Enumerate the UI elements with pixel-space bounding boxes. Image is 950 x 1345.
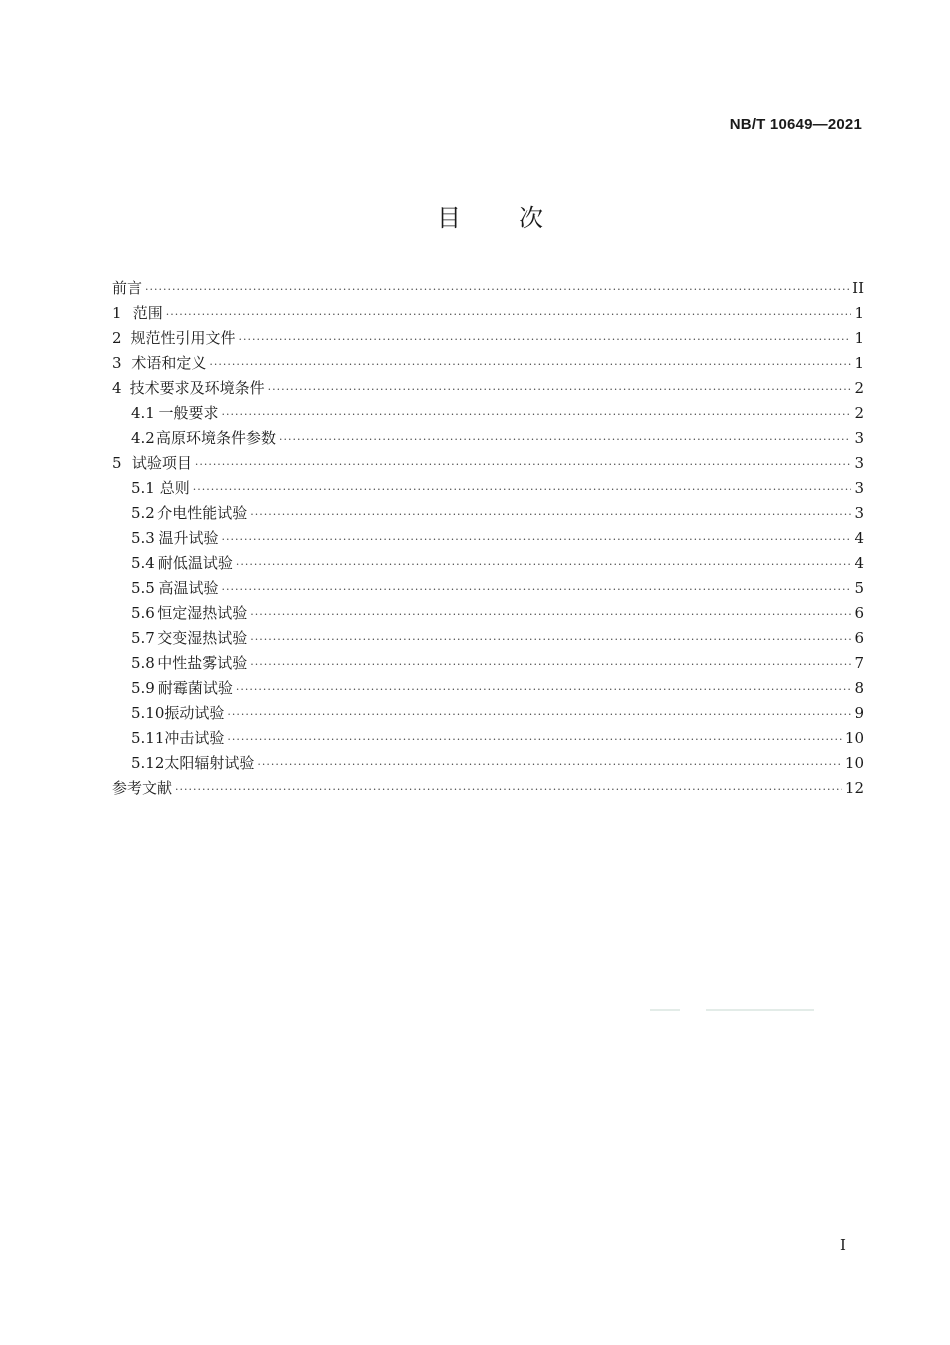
- toc-entry[interactable]: [112, 476, 864, 501]
- toc-leader-dots: [250, 602, 851, 627]
- toc-entry-label: 试验项目: [131, 454, 192, 472]
- toc-entry-label: 术语和定义: [131, 354, 207, 372]
- toc-entry-page: 5: [854, 579, 864, 597]
- toc-entry-label: 中性盐雾试验: [157, 654, 248, 672]
- scan-artifact: [706, 1009, 814, 1011]
- toc-entry-page: 1: [854, 354, 864, 372]
- toc-entry-label: 前言: [112, 279, 143, 297]
- toc-entry[interactable]: [112, 451, 864, 476]
- toc-leader-dots: [209, 352, 851, 377]
- toc-entry-page: 2: [854, 404, 864, 422]
- toc-entry[interactable]: [112, 626, 864, 651]
- toc-entry-label: 耐霉菌试验: [157, 679, 233, 697]
- toc-entry-number: 4.1: [131, 404, 155, 422]
- toc-entry-page: 9: [854, 704, 864, 722]
- toc-leader-dots: [250, 502, 851, 527]
- toc-entry-label: 冲击试验: [164, 729, 225, 747]
- toc-entry-number: 5.10: [131, 704, 165, 722]
- toc-entry-page: 8: [854, 679, 864, 697]
- toc-entry-label: 耐低温试验: [157, 554, 233, 572]
- toc-entry[interactable]: [112, 301, 864, 326]
- toc-entry-number: 4: [112, 379, 122, 397]
- toc-entry-number: 5.6: [131, 604, 155, 622]
- toc-entry-number: 5.12: [131, 754, 165, 772]
- toc-entry[interactable]: [112, 601, 864, 626]
- toc-entry[interactable]: [112, 576, 864, 601]
- toc-title-char-2: 次: [519, 204, 543, 232]
- toc-entry-number: 5.5: [131, 579, 155, 597]
- toc-title: [0, 198, 950, 233]
- toc-entry[interactable]: [112, 401, 864, 426]
- toc-leader-dots: [193, 477, 852, 502]
- scan-artifact: [650, 1009, 680, 1011]
- toc-entry-number: 5.11: [131, 729, 165, 747]
- standard-code: NB/T 10649—2021: [729, 116, 862, 133]
- toc-entry[interactable]: [112, 526, 864, 551]
- toc-entry-page: 3: [854, 429, 864, 447]
- toc-leader-dots: [221, 527, 851, 552]
- toc-entry-page: 10: [844, 754, 864, 772]
- toc-entry[interactable]: [112, 276, 864, 301]
- toc-leader-dots: [227, 727, 841, 752]
- toc-entry-page: 1: [854, 304, 864, 322]
- toc-entry-number: 3: [112, 354, 122, 372]
- toc-entry-number: 5.1: [131, 479, 155, 497]
- toc-entry-page: 3: [854, 454, 864, 472]
- toc-entry[interactable]: [112, 651, 864, 676]
- toc-entry-label: 一般要求: [158, 404, 219, 422]
- toc-leader-dots: [145, 277, 849, 302]
- toc-entry-label: 恒定湿热试验: [157, 604, 248, 622]
- toc-entry-number: 5.7: [131, 629, 155, 647]
- toc-entry-label: 参考文献: [112, 779, 173, 797]
- toc-entry-page: 6: [854, 629, 864, 647]
- toc-entry-number: 5.9: [131, 679, 155, 697]
- toc-entry-number: 5.8: [131, 654, 155, 672]
- toc-entry[interactable]: [112, 551, 864, 576]
- toc-entry-page: II: [852, 279, 864, 297]
- toc-entry-page: 4: [854, 554, 864, 572]
- toc-entry-label: 范围: [132, 304, 163, 322]
- toc-entry-label: 振动试验: [164, 704, 225, 722]
- toc-entry-number: 2: [112, 329, 122, 347]
- toc-entry-label: 技术要求及环境条件: [129, 379, 265, 397]
- toc-entry-page: 10: [844, 729, 864, 747]
- toc-entry[interactable]: [112, 676, 864, 701]
- table-of-contents: [112, 276, 864, 801]
- toc-entry-label: 高温试验: [158, 579, 219, 597]
- toc-entry[interactable]: [112, 726, 864, 751]
- toc-entry-label: 介电性能试验: [157, 504, 248, 522]
- toc-leader-dots: [250, 652, 851, 677]
- toc-entry-number: 5.3: [131, 529, 155, 547]
- toc-leader-dots: [257, 752, 841, 777]
- toc-entry-label: 太阳辐射试验: [164, 754, 255, 772]
- toc-entry[interactable]: [112, 751, 864, 776]
- toc-leader-dots: [236, 552, 852, 577]
- toc-entry[interactable]: [112, 776, 864, 801]
- toc-entry-page: 7: [854, 654, 864, 672]
- toc-entry-label: 温升试验: [158, 529, 219, 547]
- toc-leader-dots: [236, 677, 852, 702]
- toc-entry[interactable]: [112, 326, 864, 351]
- toc-entry-page: 3: [854, 479, 864, 497]
- toc-leader-dots: [227, 702, 851, 727]
- toc-entry-label: 总则: [159, 479, 190, 497]
- page-number: I: [840, 1236, 846, 1254]
- toc-leader-dots: [221, 402, 851, 427]
- toc-entry-page: 4: [854, 529, 864, 547]
- toc-entry-number: 5.2: [131, 504, 155, 522]
- toc-entry-label: 交变湿热试验: [157, 629, 248, 647]
- toc-leader-dots: [166, 302, 852, 327]
- toc-leader-dots: [195, 452, 852, 477]
- toc-entry-page: 3: [854, 504, 864, 522]
- toc-title-char-1: 目: [437, 204, 461, 232]
- toc-entry-page: 12: [844, 779, 864, 797]
- toc-entry[interactable]: [112, 351, 864, 376]
- toc-entry-number: 5: [112, 454, 122, 472]
- toc-leader-dots: [175, 777, 842, 802]
- toc-entry-page: 2: [854, 379, 864, 397]
- toc-entry-number: 1: [112, 304, 122, 322]
- toc-entry-page: 1: [854, 329, 864, 347]
- toc-entry-label: 高原环境条件参数: [155, 429, 276, 447]
- toc-entry[interactable]: [112, 701, 864, 726]
- toc-leader-dots: [221, 577, 851, 602]
- toc-leader-dots: [279, 427, 851, 452]
- toc-entry[interactable]: [112, 501, 864, 526]
- toc-entry-number: 5.4: [131, 554, 155, 572]
- toc-leader-dots: [239, 327, 852, 352]
- toc-entry[interactable]: [112, 376, 864, 401]
- toc-entry-page: 6: [854, 604, 864, 622]
- toc-entry-label: 规范性引用文件: [130, 329, 236, 347]
- toc-entry[interactable]: [112, 426, 864, 451]
- toc-leader-dots: [250, 627, 851, 652]
- toc-leader-dots: [268, 377, 852, 402]
- toc-entry-number: 4.2: [131, 429, 155, 447]
